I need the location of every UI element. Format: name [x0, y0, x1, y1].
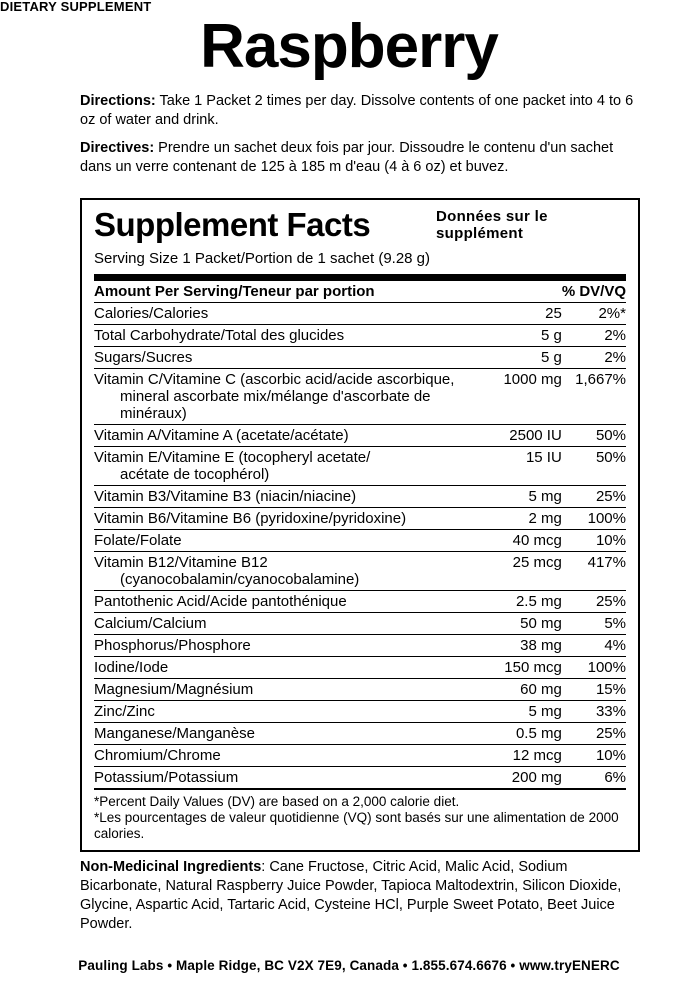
nutrient-amount: 25 — [472, 303, 562, 325]
footnote-french: *Les pourcentages de valeur quotidienne (VQ) sont basés sur une alimentation de 2000 calories. — [94, 810, 619, 841]
facts-row — [94, 425, 626, 447]
nutrient-amount: 0.5 mg — [472, 723, 562, 745]
nutrient-name: Vitamin B3/Vitamine B3 (niacin/niacine) — [94, 486, 472, 508]
facts-row — [94, 486, 626, 508]
facts-row — [94, 447, 626, 486]
supplement-facts-title-french: Données sur le supplément — [436, 208, 548, 242]
directions-block — [80, 92, 640, 186]
facts-row — [94, 723, 626, 745]
product-title: Raspberry — [200, 12, 498, 81]
nutrient-name: Chromium/Chrome — [94, 745, 472, 767]
nutrient-name: Potassium/Potassium — [94, 767, 472, 789]
facts-row — [94, 508, 626, 530]
nutrient-amount: 5 mg — [472, 486, 562, 508]
directions-french-label: Directives: — [80, 140, 155, 156]
nutrient-daily-value: 25% — [562, 486, 626, 508]
facts-row — [94, 325, 626, 347]
facts-row — [94, 657, 626, 679]
nutrient-amount: 40 mcg — [472, 530, 562, 552]
directions-french-text: Prendre un sachet deux fois par jour. Dissoudre le contenu d'un sachet dans un verre contenant de 125 à 185 m d'eau (4 à 6 oz) et buvez. — [80, 140, 614, 175]
nutrient-daily-value: 4% — [562, 635, 626, 657]
nutrient-amount: 2 mg — [472, 508, 562, 530]
ingredients-label: Non-Medicinal Ingredients — [80, 859, 262, 875]
ingredients-text: : Cane Fructose, Citric Acid, Malic Acid, Sodium Bicarbonate, Natural Raspberry Juice Powder, Tapioca Maltodextrin, Silicon Dioxide, Glycine, Aspartic Acid, Tartaric Acid, Cysteine HCl, Purple Sweet Potato, Beet Juice Powder. — [80, 859, 622, 932]
nutrient-amount: 200 mg — [472, 767, 562, 789]
nutrient-name: Vitamin A/Vitamine A (acetate/acétate) — [94, 425, 472, 447]
facts-row — [94, 347, 626, 369]
nutrient-daily-value: 1,667% — [562, 369, 626, 425]
panel-divider-heavy — [94, 274, 626, 281]
nutrient-name: Magnesium/Magnésium — [94, 679, 472, 701]
amount-per-serving-header: Amount Per Serving/Teneur par portion — [94, 283, 375, 300]
nutrient-amount: 50 mg — [472, 613, 562, 635]
nutrient-amount: 60 mg — [472, 679, 562, 701]
nutrient-name: Folate/Folate — [94, 530, 472, 552]
directions-english-text: Take 1 Packet 2 times per day. Dissolve contents of one packet into 4 to 6 oz of water and drink. — [80, 93, 634, 128]
facts-row — [94, 303, 626, 325]
facts-row — [94, 613, 626, 635]
nutrient-name: Vitamin B6/Vitamine B6 (pyridoxine/pyridoxine) — [94, 508, 472, 530]
supplement-facts-panel — [80, 198, 640, 852]
nutrient-amount: 2500 IU — [472, 425, 562, 447]
nutrient-name: Vitamin C/Vitamine C (ascorbic acid/acide ascorbique, mineral ascorbate mix/mélange d'ascorbate de minéraux) — [94, 369, 472, 425]
nutrient-name: Iodine/Iode — [94, 657, 472, 679]
supplement-facts-header — [94, 206, 626, 250]
facts-row — [94, 679, 626, 701]
nutrient-amount: 5 g — [472, 347, 562, 369]
nutrient-name: Calories/Calories — [94, 303, 472, 325]
nutrient-name: Sugars/Sucres — [94, 347, 472, 369]
footnotes — [94, 790, 626, 842]
nutrient-daily-value: 2% — [562, 347, 626, 369]
facts-header-row — [94, 281, 626, 303]
non-medicinal-ingredients — [80, 858, 645, 934]
serving-size: Serving Size 1 Packet/Portion de 1 sachet (9.28 g) — [94, 250, 431, 267]
nutrient-amount: 150 mcg — [472, 657, 562, 679]
directions-english-label: Directions: — [80, 93, 156, 109]
supplement-facts-title: Supplement Facts — [94, 206, 371, 243]
nutrient-daily-value: 50% — [562, 447, 626, 486]
nutrient-amount: 5 mg — [472, 701, 562, 723]
dietary-supplement-heading: DIETARY SUPPLEMENT — [0, 0, 152, 14]
daily-value-header: % DV/VQ — [561, 283, 626, 300]
company-footer: Pauling Labs • Maple Ridge, BC V2X 7E9, Canada • 1.855.674.6676 • www.tryENERC — [78, 958, 620, 973]
supplement-facts-table — [94, 281, 626, 788]
nutrient-amount: 12 mcg — [472, 745, 562, 767]
nutrient-name-continued: acétate de tocophérol) — [120, 466, 270, 483]
nutrient-name: Calcium/Calcium — [94, 613, 472, 635]
nutrient-daily-value: 100% — [562, 508, 626, 530]
nutrient-name: Total Carbohydrate/Total des glucides — [94, 325, 472, 347]
nutrient-amount: 25 mcg — [472, 552, 562, 591]
nutrient-daily-value: 100% — [562, 657, 626, 679]
nutrient-daily-value: 10% — [562, 745, 626, 767]
nutrient-name-continued: mineral ascorbate mix/mélange d'ascorbate de minéraux) — [120, 388, 431, 422]
facts-row — [94, 745, 626, 767]
facts-row — [94, 530, 626, 552]
directions-french — [80, 139, 640, 177]
nutrient-daily-value: 50% — [562, 425, 626, 447]
nutrient-daily-value: 10% — [562, 530, 626, 552]
nutrient-name-continued: (cyanocobalamin/cyanocobalamine) — [120, 571, 360, 588]
nutrient-amount: 15 IU — [472, 447, 562, 486]
footnote-english: *Percent Daily Values (DV) are based on a 2,000 calorie diet. — [94, 794, 460, 809]
nutrient-amount: 5 g — [472, 325, 562, 347]
nutrient-name: Vitamin E/Vitamine E (tocopheryl acetate/ acétate de tocophérol) — [94, 447, 472, 486]
nutrient-daily-value: 2%* — [562, 303, 626, 325]
nutrient-amount: 38 mg — [472, 635, 562, 657]
nutrient-daily-value: 6% — [562, 767, 626, 789]
nutrient-daily-value: 25% — [562, 591, 626, 613]
facts-row — [94, 369, 626, 425]
facts-row — [94, 591, 626, 613]
facts-row — [94, 635, 626, 657]
facts-row — [94, 767, 626, 789]
facts-row — [94, 701, 626, 723]
nutrient-daily-value: 15% — [562, 679, 626, 701]
nutrient-daily-value: 33% — [562, 701, 626, 723]
nutrient-name: Phosphorus/Phosphore — [94, 635, 472, 657]
facts-row — [94, 552, 626, 591]
nutrient-name: Vitamin B12/Vitamine B12 (cyanocobalamin/cyanocobalamine) — [94, 552, 472, 591]
nutrient-amount: 1000 mg — [472, 369, 562, 425]
nutrient-daily-value: 2% — [562, 325, 626, 347]
nutrient-daily-value: 417% — [562, 552, 626, 591]
nutrient-name: Pantothenic Acid/Acide pantothénique — [94, 591, 472, 613]
nutrient-name: Zinc/Zinc — [94, 701, 472, 723]
nutrient-daily-value: 25% — [562, 723, 626, 745]
nutrient-name: Manganese/Manganèse — [94, 723, 472, 745]
nutrient-daily-value: 5% — [562, 613, 626, 635]
directions-english — [80, 92, 640, 130]
nutrient-amount: 2.5 mg — [472, 591, 562, 613]
